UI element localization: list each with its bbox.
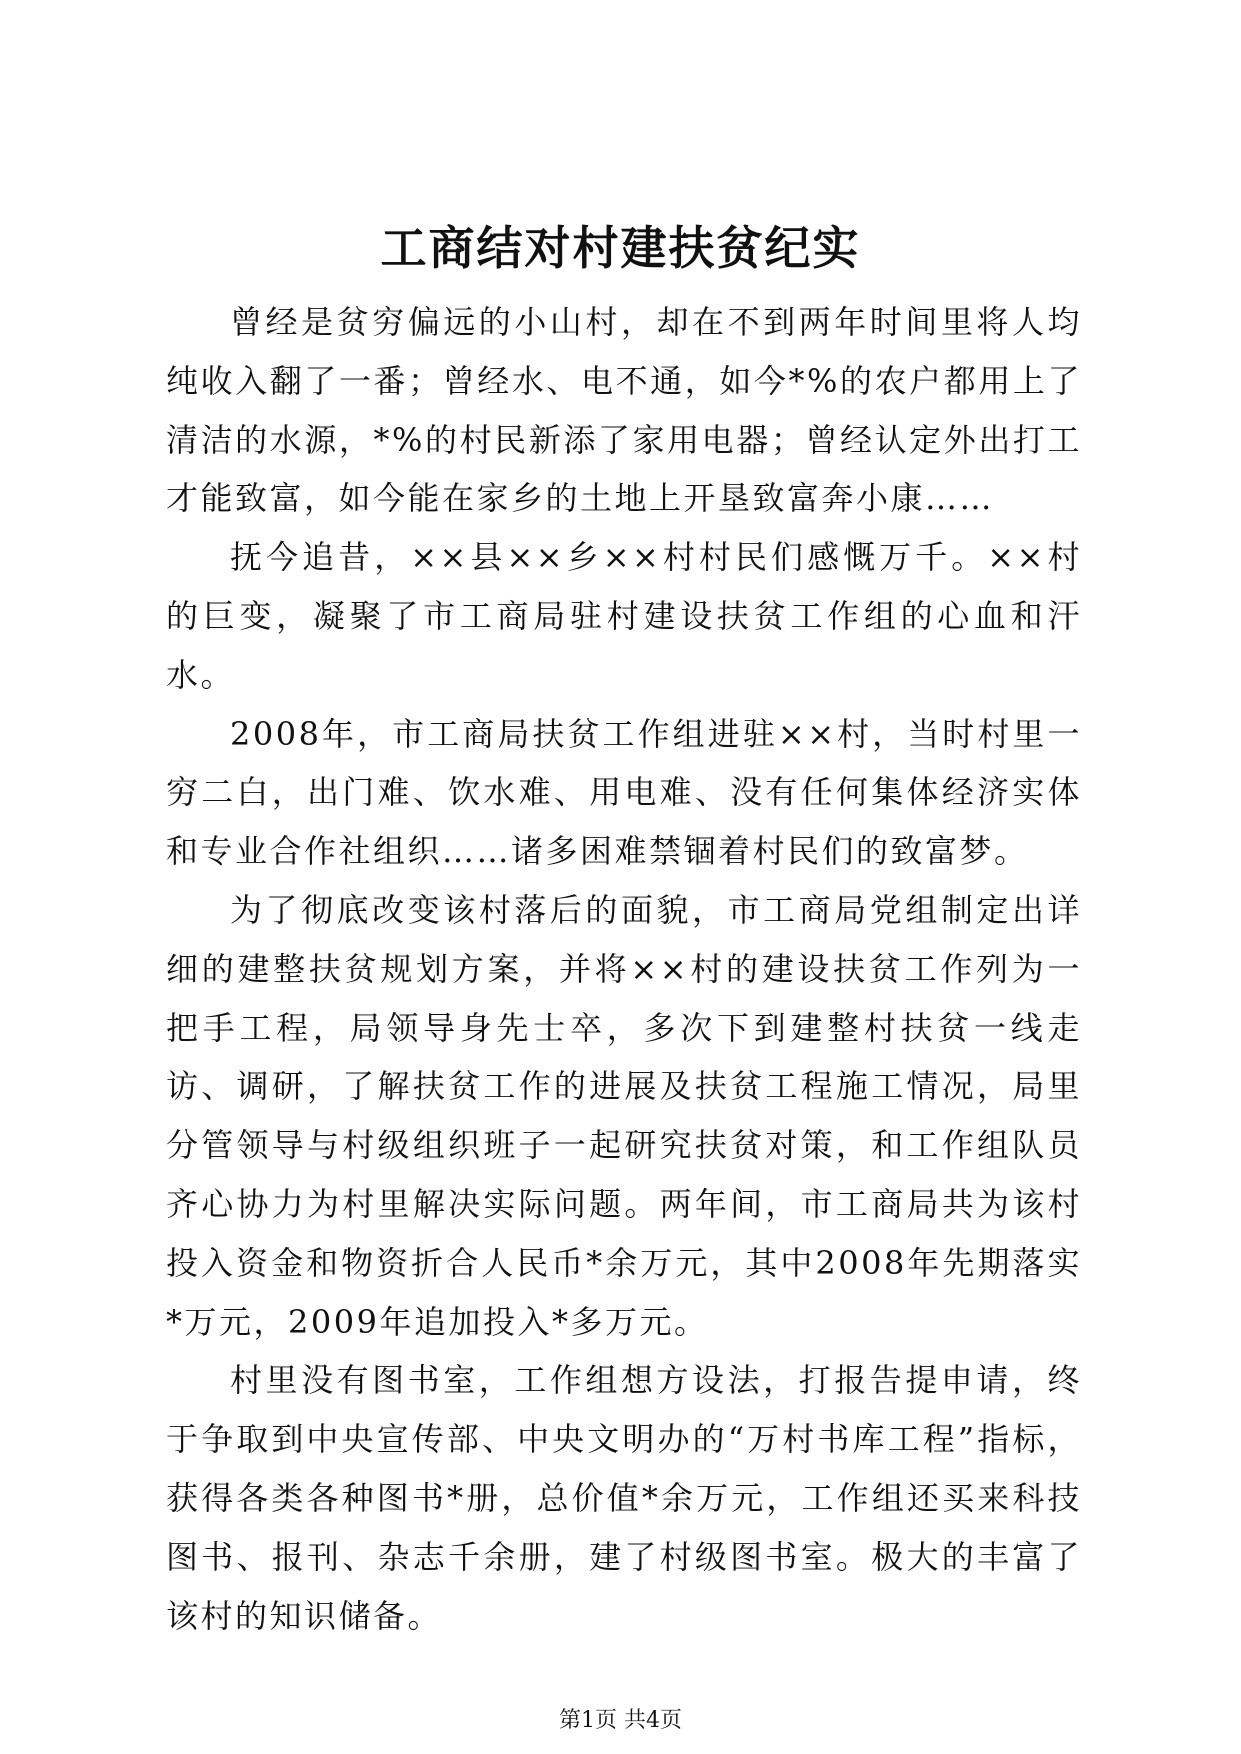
document-title: 工商结对村建扶贫纪实 [380, 221, 861, 275]
paragraph: 2008年，市工商局扶贫工作组进驻××村，当时村里一穷二白，出门难、饮水难、用电难、没有任何集体经济实体和专业合作社组织……诸多困难禁锢着村民们的致富梦。 [166, 714, 1082, 871]
page-number: 第1页 共4页 [559, 1708, 682, 1733]
paragraph: 抚今追昔，××县××乡××村村民们感慨万千。××村的巨变，凝聚了市工商局驻村建设扶贫工作组的心血和汗水。 [166, 538, 1082, 694]
paragraph: 村里没有图书室，工作组想方设法，打报告提申请，终于争取到中央宣传部、中央文明办的“万村书库工程”指标，获得各类各种图书*册，总价值*余万元，工作组还买来科技图书、报刊、杂志千余册，建了村级图书室。极大的丰富了该村的知识储备。 [166, 1361, 1082, 1635]
document-body [166, 293, 1082, 1645]
paragraph: 为了彻底改变该村落后的面貌，市工商局党组制定出详细的建整扶贫规划方案，并将××村的建设扶贫工作列为一把手工程，局领导身先士卒，多次下到建整村扶贫一线走访、调研，了解扶贫工作的进展及扶贫工程施工情况，局里分管领导与村级组织班子一起研究扶贫对策，和工作组队员齐心协力为村里解决实际问题。两年间，市工商局共为该村投入资金和物资折合人民币*余万元，其中2008年先期落实*万元，2009年追加投入*多万元。 [166, 890, 1082, 1341]
paragraph: 曾经是贫穷偏远的小山村，却在不到两年时间里将人均纯收入翻了一番；曾经水、电不通，如今*%的农户都用上了清洁的水源，*%的村民新添了家用电器；曾经认定外出打工才能致富，如今能在家乡的土地上开垦致富奔小康…… [166, 303, 1082, 518]
